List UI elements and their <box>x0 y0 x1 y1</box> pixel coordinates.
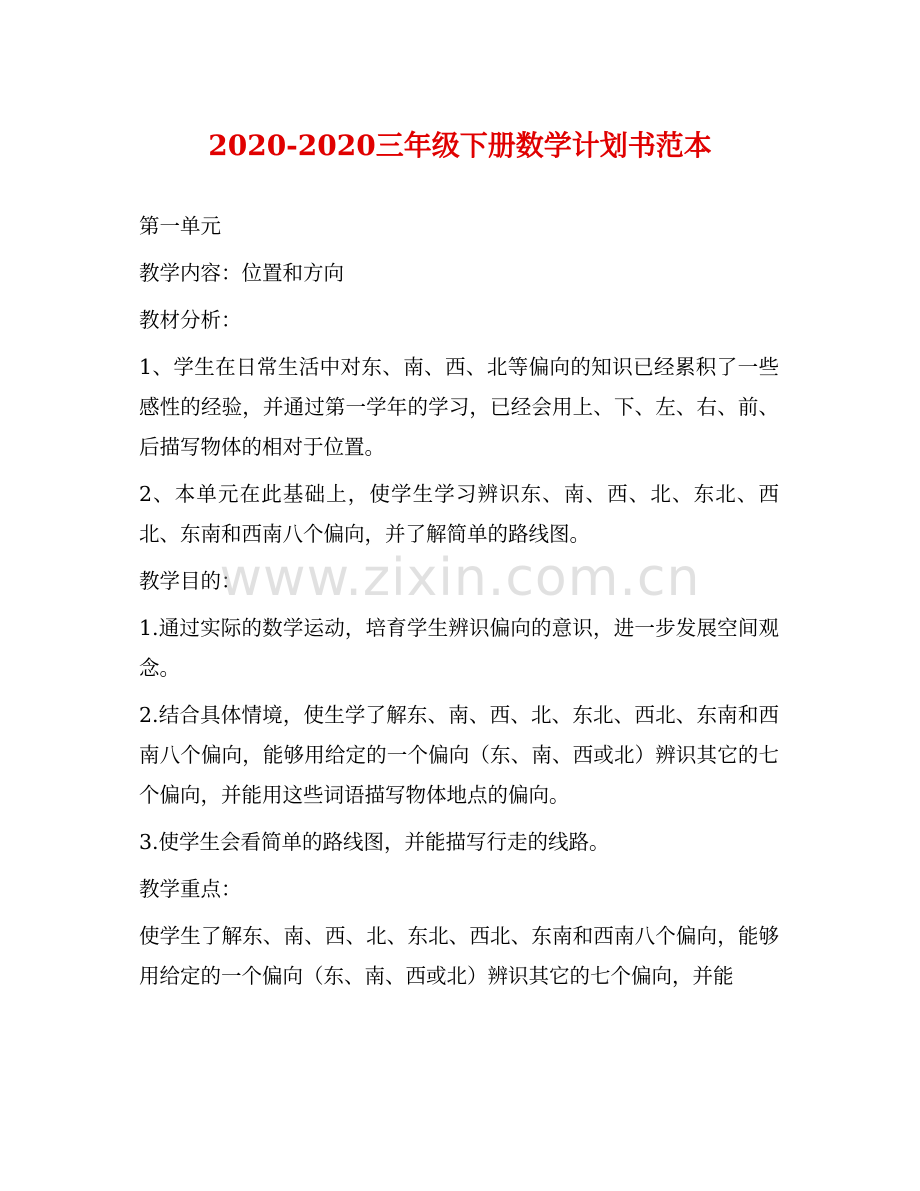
teaching-content: 教学内容：位置和方向 <box>139 261 344 285</box>
analysis-point-2: 2、本单元在此基础上，使学生学习辨识东、南、西、北、东北、西北、东南和西南八个偏向，并了解简单的路线图。 <box>139 482 779 546</box>
watermark: www.zixin.com.cn <box>219 548 701 608</box>
teaching-focus-heading: 教学重点： <box>139 877 242 901</box>
document-title: 2020-2020三年级下册数学计划书范本 <box>208 129 712 162</box>
goal-1: 1.通过实际的数学运动，培育学生辨识偏向的意识，进一步发展空间观念。 <box>139 616 779 680</box>
material-analysis-heading: 教材分析： <box>139 308 242 332</box>
teaching-focus-text: 使学生了解东、南、西、北、东北、西北、东南和西南八个偏向，能够用给定的一个偏向（东、南、西或北）辨识其它的七个偏向，并能 <box>139 924 779 988</box>
document-body <box>139 206 779 1003</box>
analysis-point-1: 1、学生在日常生活中对东、南、西、北等偏向的知识已经累积了一些感性的经验，并通过第一学年的学习，已经会用上、下、左、右、前、后描写物体的相对于位置。 <box>139 355 779 459</box>
teaching-goals-heading: 教学目的： <box>139 569 242 593</box>
goal-3: 3.使学生会看简单的路线图，并能描写行走的线路。 <box>139 830 610 854</box>
unit-heading: 第一单元 <box>139 214 221 238</box>
goal-2: 2.结合具体情境，使生学了解东、南、西、北、东北、西北、东南和西南八个偏向，能够用给定的一个偏向（东、南、西或北）辨识其它的七个偏向，并能用这些词语描写物体地点的偏向。 <box>139 703 779 807</box>
